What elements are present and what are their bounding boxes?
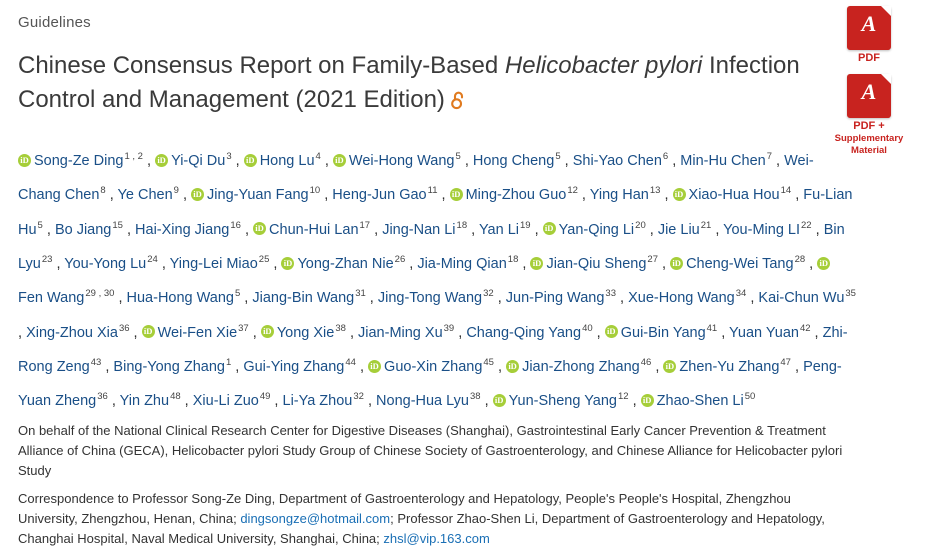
author-name[interactable]: Jing-Nan Li (382, 221, 456, 238)
author-separator: , (437, 187, 450, 204)
author-separator: , (493, 358, 507, 375)
author-name[interactable]: Yan-Qing Li (558, 221, 635, 238)
pdf-glyph: A (861, 11, 877, 36)
author-separator: , (810, 324, 823, 341)
author-name[interactable]: Gui-Ying Zhang (243, 358, 345, 375)
author-affiliation-marker: 17 (359, 219, 371, 231)
author-name[interactable]: Jian-Zhong Zhang (522, 358, 640, 375)
author-separator: , (790, 358, 804, 375)
author-separator: , (105, 187, 118, 204)
author-separator: , (480, 393, 493, 410)
orcid-icon[interactable] (673, 188, 686, 201)
author-affiliation-marker: 9 (173, 185, 179, 197)
download-pdf-supplementary-sub1: Supplementary (834, 133, 904, 144)
open-access-icon[interactable] (451, 86, 466, 120)
author-name[interactable]: Xing-Zhou Xia (26, 324, 118, 341)
author-name[interactable]: Bo Jiang (54, 221, 112, 238)
author-separator: , (320, 152, 333, 169)
author-name[interactable]: Xiao-Hua Hou (688, 187, 780, 204)
author-affiliation-marker: 25 (258, 253, 270, 265)
author-name[interactable]: Chun-Hui Lan (269, 221, 359, 238)
author-name[interactable]: Chang-Qing Yang (466, 324, 582, 341)
orcid-icon[interactable] (18, 154, 31, 167)
correspondence-text-a: Correspondence to Professor Song-Ze Ding, Department of Gastroenterology and Hepatology, People's People's Hospital, Zhengzhou University, Zhengzhou, Henan, China; (18, 490, 791, 526)
page-title (18, 49, 808, 120)
author-affiliation-marker: 34 (735, 288, 747, 300)
author-separator: , (42, 221, 55, 238)
pdf-supplementary-icon (847, 74, 891, 118)
author-affiliation-marker: 32 (353, 391, 364, 403)
author-separator: , (142, 152, 156, 169)
orcid-icon[interactable] (670, 257, 683, 270)
author-affiliation-marker: 13 (649, 185, 661, 197)
author-affiliation-marker: 44 (345, 356, 356, 368)
author-affiliation-marker: 15 (112, 219, 123, 231)
author-separator: , (363, 393, 377, 410)
pdf-supplementary-glyph: A (861, 79, 877, 104)
author-affiliation-marker: 49 (259, 391, 271, 403)
author-separator: , (460, 152, 473, 169)
download-pdf-supplementary-button[interactable] (815, 74, 923, 156)
author-name[interactable]: Jun-Ping Wang (505, 290, 605, 307)
author-name[interactable]: Yi-Qi Du (171, 152, 226, 169)
author-affiliation-marker: 46 (640, 356, 652, 368)
author-name[interactable]: Song-Ze Ding (34, 152, 124, 169)
author-name[interactable]: Yong Xie (276, 324, 335, 341)
author-separator: , (493, 290, 506, 307)
orcid-icon[interactable] (450, 188, 463, 201)
author-affiliation-marker: 21 (700, 219, 712, 231)
author-separator: , (248, 324, 261, 341)
author-separator: , (240, 221, 254, 238)
corresponding-email-2[interactable]: zhsl@vip.163.com (383, 530, 490, 546)
author-affiliation-marker: 32 (483, 288, 494, 300)
author-name[interactable]: Hong Lu (259, 152, 315, 169)
author-affiliation-marker: 27 (647, 253, 658, 265)
author-name[interactable]: Fen Wang (18, 290, 85, 307)
title-part-1: Chinese Consensus Report on Family-Based (18, 52, 505, 79)
author-separator: , (592, 324, 605, 341)
author-name[interactable]: Xiu-Li Zuo (192, 393, 259, 410)
author-affiliation-marker: 50 (744, 391, 756, 403)
author-affiliation-marker: 12 (617, 391, 629, 403)
author-name[interactable]: Heng-Jun Gao (332, 187, 427, 204)
download-side-panel (815, 6, 923, 165)
author-name[interactable]: Jian-Qiu Sheng (546, 255, 647, 272)
author-name[interactable]: Hua-Hong Wang (126, 290, 234, 307)
author-affiliation-marker: 10 (309, 185, 321, 197)
author-name[interactable]: Kai-Chun Wu (758, 290, 845, 307)
author-affiliation-marker: 36 (118, 322, 130, 334)
pdf-file-icon (847, 6, 891, 50)
orcid-icon[interactable] (663, 360, 676, 373)
author-affiliation-marker: 38 (470, 391, 481, 403)
author-separator: , (560, 152, 573, 169)
author-separator: , (668, 152, 681, 169)
author-affiliation-marker: 4 (315, 151, 321, 162)
author-affiliation-marker: 42 (799, 322, 811, 334)
author-separator: , (129, 324, 142, 341)
author-affiliation-marker: 45 (483, 356, 494, 368)
author-name[interactable]: Jia-Ming Qian (417, 255, 507, 272)
group-authorship-note: On behalf of the National Clinical Research Center for Digestive Diseases (Shanghai), Gastrointestinal Early Cancer Prevention & Treatment Alliance of China (GECA), Helicobacter pylori Study Group of Chinese Society of Gastroenterology, and Chinese Alliance for Helicobacter pylori Study (18, 422, 843, 478)
author-name[interactable]: Bing-Yong Zhang (113, 358, 225, 375)
author-separator: , (240, 290, 253, 307)
author-name[interactable]: Cheng-Wei Tang (686, 255, 794, 272)
author-list (18, 142, 856, 417)
author-name[interactable]: Ying Han (589, 187, 649, 204)
author-separator: , (122, 221, 136, 238)
author-affiliation-marker: 39 (443, 322, 455, 334)
author-name[interactable]: Wei-Chang Chen (18, 152, 814, 204)
correspondence-block (18, 489, 853, 549)
author-separator: , (791, 187, 804, 204)
author-affiliation-marker: 5 (455, 151, 461, 162)
author-name[interactable]: Jiang-Bin Wang (252, 290, 355, 307)
author-name[interactable]: Wei-Fen Xie (157, 324, 238, 341)
author-affiliation-marker: 24 (147, 253, 158, 265)
author-separator: , (657, 255, 671, 272)
author-affiliation-marker: 29 , 30 (85, 288, 115, 300)
author-separator: , (518, 255, 531, 272)
author-separator: , (746, 290, 759, 307)
author-separator: , (615, 290, 629, 307)
author-affiliation-marker: 23 (41, 253, 53, 265)
correspondence-text-b: ; Professor Zhao-Shen Li, Department of Gastroenterology and Hepatology, Changhai Hospital, Naval Medical University, Shanghai, China; (18, 510, 825, 546)
author-name[interactable]: Nong-Hua Lyu (376, 393, 469, 410)
author-affiliation-marker: 22 (801, 219, 812, 231)
author-name[interactable]: Yuan Yuan (729, 324, 799, 341)
orcid-icon[interactable] (333, 154, 346, 167)
orcid-icon[interactable] (142, 325, 155, 338)
author-affiliation-marker: 1 , 2 (124, 151, 143, 162)
author-affiliation-marker: 18 (456, 219, 468, 231)
author-affiliation-marker: 7 (766, 151, 773, 162)
author-separator: , (365, 290, 378, 307)
author-name[interactable]: Yun-Sheng Yang (508, 393, 617, 410)
orcid-icon[interactable] (641, 394, 654, 407)
author-affiliation-marker: 48 (170, 391, 181, 403)
author-separator: , (107, 393, 120, 410)
author-name[interactable]: Jing-Tong Wang (377, 290, 483, 307)
author-separator: , (772, 152, 785, 169)
author-separator: , (114, 290, 127, 307)
orcid-icon[interactable] (817, 257, 830, 270)
author-separator: , (157, 255, 170, 272)
article-content (18, 14, 856, 549)
article-type-label: Guidelines (18, 14, 91, 31)
author-separator: , (651, 358, 664, 375)
orcid-icon[interactable] (244, 154, 257, 167)
author-separator: , (628, 393, 641, 410)
author-name[interactable]: Bin Lyu (18, 221, 845, 272)
author-separator: , (467, 221, 479, 238)
author-affiliation-marker: 33 (605, 288, 616, 300)
author-affiliation-marker: 1 (225, 356, 232, 368)
author-name[interactable]: Fu-Lian Hu (18, 187, 853, 238)
author-name[interactable]: Zhi-Rong Zeng (18, 324, 848, 375)
author-separator: , (370, 221, 383, 238)
author-affiliation-marker: 28 (794, 253, 806, 265)
download-pdf-button[interactable] (815, 6, 923, 65)
author-separator: , (405, 255, 418, 272)
author-separator: , (660, 187, 673, 204)
author-name[interactable]: Zhen-Yu Zhang (679, 358, 780, 375)
author-affiliation-marker: 8 (100, 185, 106, 197)
author-separator: , (320, 187, 333, 204)
author-affiliation-marker: 12 (567, 185, 578, 197)
download-pdf-supplementary-label: PDF + (853, 120, 885, 132)
orcid-icon[interactable] (368, 360, 381, 373)
author-name[interactable]: Jing-Yuan Fang (207, 187, 309, 204)
author-name[interactable]: Gui-Bin Yang (620, 324, 706, 341)
author-affiliation-marker: 5 (555, 151, 561, 162)
author-name[interactable]: Ye Chen (117, 187, 173, 204)
orcid-icon[interactable] (543, 222, 556, 235)
author-name[interactable]: Jie Liu (657, 221, 700, 238)
author-affiliation-marker: 19 (519, 219, 531, 231)
author-name[interactable]: Jian-Ming Xu (358, 324, 443, 341)
author-affiliation-marker: 40 (582, 322, 593, 334)
orcid-icon[interactable] (253, 222, 266, 235)
author-affiliation-marker: 43 (90, 356, 102, 368)
author-separator: , (345, 324, 359, 341)
title-part-2: Infection Control and Management (2021 Edition) (18, 52, 800, 113)
author-name[interactable]: Li-Ya Zhou (282, 393, 353, 410)
author-name[interactable]: Wei-Hong Wang (348, 152, 455, 169)
author-name[interactable]: Yan Li (478, 221, 519, 238)
download-pdf-label: PDF (858, 52, 880, 64)
author-affiliation-marker: 6 (662, 151, 669, 162)
author-affiliation-marker: 37 (238, 322, 249, 334)
author-name[interactable]: You-Ming LI (723, 221, 801, 238)
author-affiliation-marker: 35 (845, 288, 856, 300)
author-affiliation-marker: 47 (780, 356, 791, 368)
author-separator: , (805, 255, 818, 272)
author-name[interactable]: Peng-Yuan Zheng (18, 358, 842, 410)
author-name[interactable]: Yin Zhu (119, 393, 170, 410)
author-name[interactable]: Ying-Lei Miao (169, 255, 258, 272)
author-separator: , (717, 324, 730, 341)
author-affiliation-marker: 41 (706, 322, 718, 334)
author-affiliation-marker: 20 (635, 219, 646, 231)
author-separator: , (454, 324, 467, 341)
author-name[interactable]: Guo-Xin Zhang (384, 358, 483, 375)
author-affiliation-marker: 3 (226, 151, 232, 162)
author-name[interactable]: Min-Hu Chen (680, 152, 766, 169)
author-separator: , (18, 324, 27, 341)
author-affiliation-marker: 14 (780, 185, 792, 197)
orcid-icon[interactable] (191, 188, 204, 201)
author-affiliation-marker: 16 (230, 219, 241, 231)
author-name[interactable]: Hong Cheng (472, 152, 555, 169)
author-separator: , (52, 255, 65, 272)
author-separator: , (101, 358, 114, 375)
author-separator: , (577, 187, 590, 204)
author-separator: , (180, 393, 193, 410)
orcid-icon[interactable] (506, 360, 519, 373)
author-name[interactable]: Yong-Zhan Nie (297, 255, 394, 272)
orcid-icon[interactable] (605, 325, 618, 338)
author-affiliation-marker: 18 (507, 253, 519, 265)
orcid-icon[interactable] (155, 154, 168, 167)
author-separator: , (270, 393, 283, 410)
orcid-icon[interactable] (261, 325, 274, 338)
author-affiliation-marker: 11 (427, 185, 438, 197)
download-pdf-supplementary-sub2: Material (851, 144, 887, 156)
author-separator: , (645, 221, 658, 238)
author-separator: , (355, 358, 369, 375)
author-affiliation-marker: 31 (355, 288, 366, 300)
corresponding-email-1[interactable]: dingsongze@hotmail.com (240, 510, 391, 526)
author-name[interactable]: You-Yong Lu (64, 255, 147, 272)
author-separator: , (231, 358, 244, 375)
author-affiliation-marker: 5 (234, 288, 241, 300)
author-name[interactable]: Zhao-Shen Li (656, 393, 744, 410)
title-italic-species: Helicobacter pylori (504, 52, 703, 79)
author-separator: , (178, 187, 192, 204)
author-affiliation-marker: 26 (394, 253, 406, 265)
orcid-icon[interactable] (530, 257, 543, 270)
author-separator: , (269, 255, 282, 272)
orcid-icon[interactable] (281, 257, 294, 270)
author-name[interactable]: Hai-Xing Jiang (135, 221, 230, 238)
author-name[interactable]: Shi-Yao Chen (572, 152, 662, 169)
author-name[interactable]: Ming-Zhou Guo (465, 187, 567, 204)
author-separator: , (231, 152, 244, 169)
author-separator: , (811, 221, 824, 238)
author-affiliation-marker: 36 (97, 391, 108, 403)
orcid-icon[interactable] (493, 394, 506, 407)
author-affiliation-marker: 5 (37, 219, 43, 231)
author-affiliation-marker: 38 (335, 322, 346, 334)
author-separator: , (711, 221, 724, 238)
author-separator: , (530, 221, 543, 238)
author-name[interactable]: Xue-Hong Wang (628, 290, 735, 307)
